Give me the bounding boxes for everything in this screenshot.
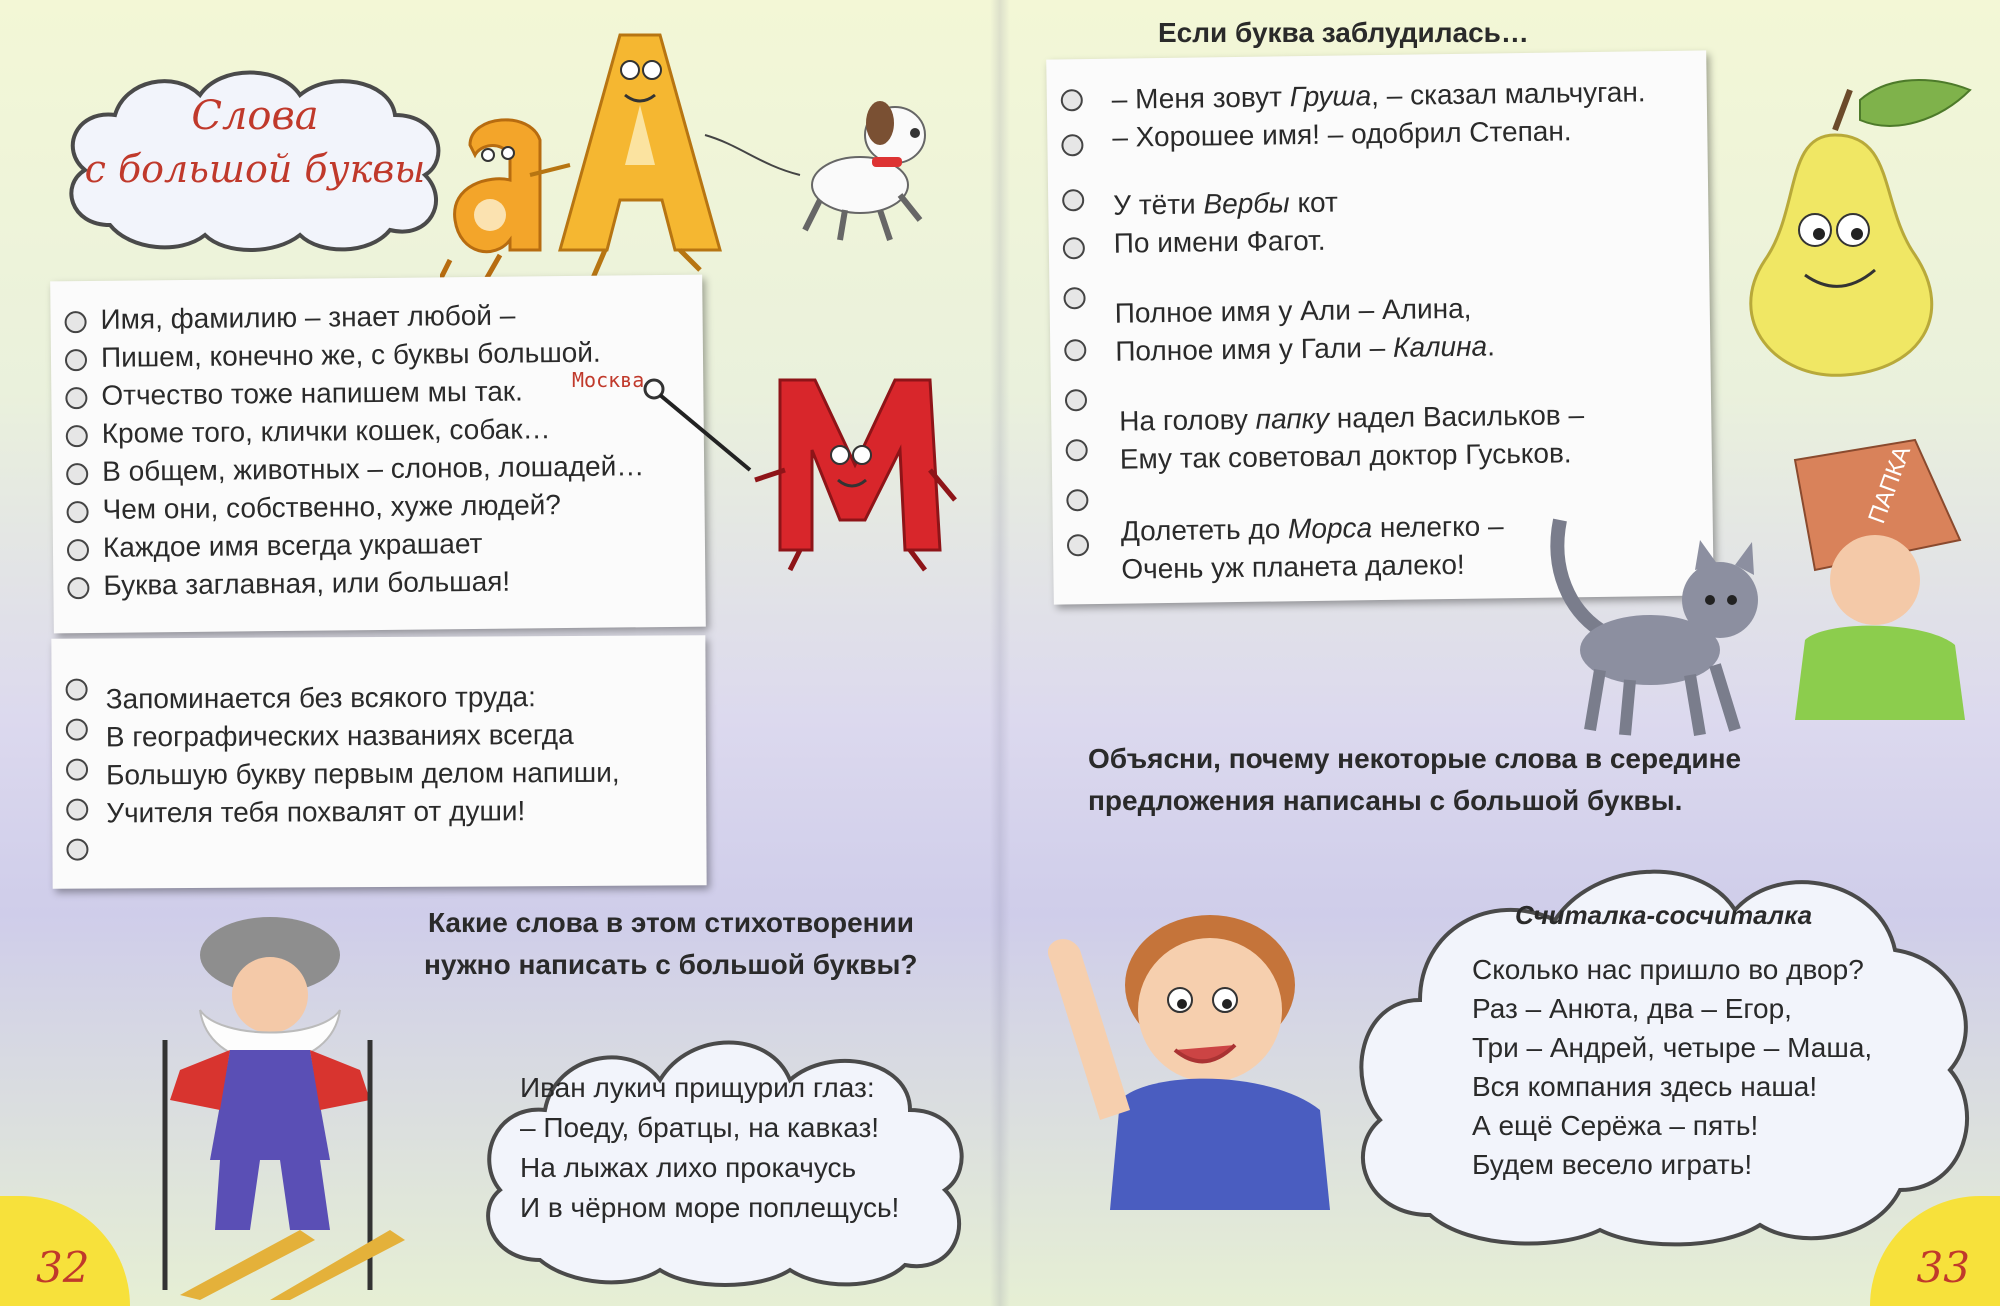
note-hole (1061, 89, 1083, 111)
question-line-1: Какие слова в этом стихотворении (428, 907, 914, 938)
skier-illustration (120, 900, 440, 1300)
task-line-1: Объясни, почему некоторые слова в середине (1088, 743, 1742, 774)
rhyme-cloud (1340, 830, 1990, 1250)
page-number: 32 (36, 1243, 90, 1292)
poem-line: Пишем, конечно же, с буквы большой. (100, 336, 601, 373)
page-number: 33 (1916, 1243, 1970, 1292)
stanza-1 (1112, 73, 1647, 156)
poem-line (1119, 396, 1584, 440)
poem-line: И в чёрном море поплещусь! (520, 1192, 900, 1223)
poem-cloud (470, 1010, 980, 1290)
poem-line (1121, 507, 1504, 550)
text-run: . (1486, 330, 1496, 362)
poem-line: Учителя тебя похвалят от души! (106, 795, 526, 829)
small-a-letter (440, 120, 540, 290)
poem-line: Каждое имя всегда украшает (102, 527, 483, 563)
note-hole (65, 349, 87, 371)
note-hole (66, 799, 88, 821)
boy-with-folder-illustration (1765, 420, 1985, 720)
cat-illustration (1540, 490, 1780, 750)
text-run: кот (1289, 186, 1338, 219)
text-run: На голову (1119, 403, 1256, 437)
poem-line: Сколько нас пришло во двор? (1472, 954, 1864, 985)
text-run: Ему так советовал доктор Гуськов. (1119, 437, 1572, 475)
rhyme-text (1472, 950, 1872, 1184)
poem-line (1115, 289, 1495, 332)
note-hole (1063, 237, 1085, 259)
text-run: Полное имя у Али – Алина, (1114, 292, 1472, 329)
dog-illustration (805, 101, 925, 240)
stanza-3 (1115, 289, 1496, 370)
poem-line (1121, 545, 1504, 588)
poem-line: Большую букву первым делом напиши, (105, 756, 620, 791)
note-hole (1064, 339, 1086, 361)
text-run: У тёти (1113, 188, 1204, 221)
poem-line: На лыжах лихо прокачусь (520, 1152, 857, 1183)
note-hole (67, 539, 89, 561)
poem-2-text (106, 678, 620, 833)
title-line-1: Слова (191, 93, 319, 139)
boy-pointing-illustration (1030, 880, 1360, 1210)
poem-line: Буква заглавная, или большая! (103, 565, 511, 601)
poem-note-2 (51, 635, 706, 888)
note-hole (66, 839, 88, 861)
poem-line (1120, 434, 1585, 478)
poem-line: Раз – Анюта, два – Егор, (1472, 993, 1792, 1024)
note-hole (66, 759, 88, 781)
poem-line: Имя, фамилию – знает любой – (100, 299, 516, 335)
question-line-2: нужно написать с большой буквы? (424, 949, 918, 980)
task-line-2: предложения написаны с большой буквы. (1088, 785, 1683, 816)
text-run: Долететь до (1120, 513, 1289, 547)
text-run: , – сказал мальчуган. (1370, 76, 1646, 112)
rhyme-title: Считалка-сосчиталка (1515, 900, 1813, 930)
poem-line: Чем они, собственно, хуже людей? (102, 489, 562, 525)
stanza-4 (1119, 396, 1585, 478)
italic-name: Калина (1392, 330, 1488, 363)
stanza-5 (1121, 507, 1505, 588)
poem-line (1113, 184, 1338, 225)
poem-line (1114, 222, 1339, 263)
note-hole (1066, 489, 1088, 511)
poem-1-text (100, 295, 645, 605)
note-hole (67, 577, 89, 599)
section-heading: Если буква заблудилась… (1158, 17, 1529, 48)
note-hole (1067, 534, 1089, 556)
folder-label: ПАПКА (1863, 442, 1917, 528)
poem-line: В общем, животных – слонов, лошадей… (102, 450, 645, 487)
italic-name: Морса (1287, 512, 1373, 545)
note-hole (1063, 287, 1085, 309)
text-run: – Меня зовут (1111, 81, 1290, 115)
poem-line: Иван лукич прищурил глаз: (520, 1072, 875, 1103)
italic-name: Вербы (1203, 187, 1290, 220)
note-hole (64, 311, 86, 333)
text-run: – Хорошее имя! – одобрил Степан. (1112, 115, 1572, 153)
note-hole (66, 425, 88, 447)
poem-line: В географических названиях всегда (105, 718, 574, 753)
poem-line: А ещё Серёжа – пять! (1472, 1110, 1759, 1141)
note-hole (66, 679, 88, 701)
text-run: По имени Фагот. (1113, 224, 1326, 259)
title-line-2: с большой буквы (84, 147, 426, 191)
page-right (1000, 0, 2000, 1306)
letters-a-illustration (440, 15, 1000, 295)
note-hole (65, 387, 87, 409)
note-hole (1066, 439, 1088, 461)
note-hole (66, 463, 88, 485)
capital-a-letter (530, 35, 720, 285)
cloud-poem-text (520, 1068, 899, 1228)
poem-line (1115, 327, 1495, 370)
stanza-2 (1113, 184, 1339, 263)
note-hole (1065, 389, 1087, 411)
poem-line (1112, 111, 1646, 156)
poem-line: Вся компания здесь наша! (1472, 1071, 1818, 1102)
letter-m-illustration (740, 370, 970, 580)
note-hole (1061, 134, 1083, 156)
italic-name: папку (1255, 402, 1330, 435)
note-hole (66, 719, 88, 741)
poem-line: – Поеду, братцы, на кавказ! (520, 1112, 880, 1143)
text-run: Полное имя у Гали – (1115, 331, 1394, 367)
poem-line: Будем весело играть! (1472, 1149, 1753, 1180)
poem-note-1 (50, 275, 706, 634)
pear-illustration (1705, 60, 1975, 390)
poem-line: Три – Андрей, четыре – Маша, (1472, 1032, 1873, 1063)
italic-name: Груша (1289, 80, 1372, 113)
moskva-label: Москва (572, 368, 645, 392)
title-cloud (50, 55, 460, 255)
poem-line: Отчество тоже напишем мы так. (101, 375, 524, 411)
text-run: нелегко – (1371, 510, 1504, 544)
poem-line: Кроме того, клички кошек, собак… (101, 413, 551, 449)
note-hole (1062, 189, 1084, 211)
note-hole (66, 501, 88, 523)
text-run: надел Васильков – (1328, 399, 1585, 434)
text-run: Очень уж планета далеко! (1121, 548, 1465, 585)
poem-line: Запоминается без всякого труда: (105, 681, 536, 715)
